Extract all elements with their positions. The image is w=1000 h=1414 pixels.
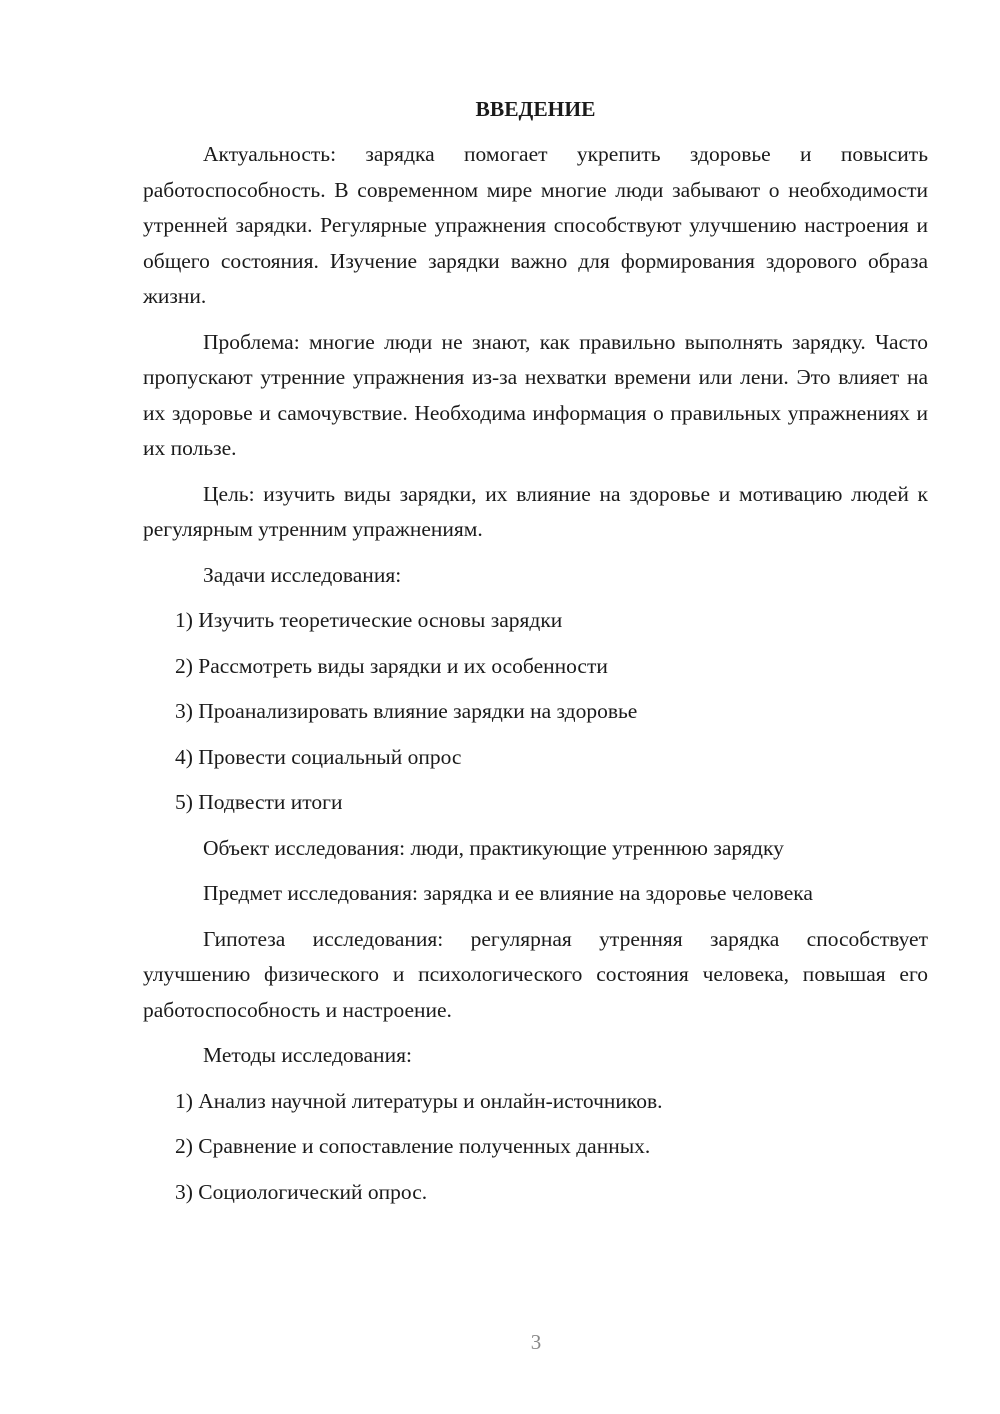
method-item: 2) Сравнение и сопоставление полученных данных. [175, 1134, 651, 1158]
task-item: 1) Изучить теоретические основы зарядки [175, 608, 563, 632]
methods-list [143, 1084, 928, 1211]
goal-paragraph: Цель: изучить виды зарядки, их влияние на здоровье и мотивацию людей к регулярным утренним упражнениям. [143, 481, 928, 541]
page-title: ВВЕДЕНИЕ [475, 97, 596, 121]
page-number: 3 [530, 1330, 542, 1354]
task-item: 2) Рассмотреть виды зарядки и их особенности [175, 653, 608, 678]
relevance-paragraph: Актуальность: зарядка помогает укрепить здоровье и повысить работоспособность. В современном мире многие люди забывают о необходимости утренней зарядки. Регулярные упражнения способствуют улучшению настроения и общего состояния. Изучение зарядки важно для формирования здорового образа жизни. [143, 142, 928, 308]
hypothesis-paragraph: Гипотеза исследования: регулярная утренняя зарядка способствует улучшению физического и психологического состояния человека, повышая его работоспособность и настроение. [143, 926, 928, 1022]
task-item: 3) Проанализировать влияние зарядки на здоровье [175, 699, 638, 723]
subject-line: Предмет исследования: зарядка и ее влияние на здоровье человека [203, 881, 813, 905]
tasks-heading: Задачи исследования: [203, 562, 402, 587]
methods-heading: Методы исследования: [203, 1043, 412, 1067]
page-content [143, 88, 928, 1220]
task-item: 5) Подвести итоги [175, 790, 343, 814]
task-item: 4) Провести социальный опрос [175, 744, 462, 769]
method-item: 3) Социологический опрос. [175, 1179, 428, 1204]
problem-paragraph: Проблема: многие люди не знают, как правильно выполнять зарядку. Часто пропускают утренние упражнения из-за нехватки времени или лени. Это влияет на их здоровье и самочувствие. Необходима информация о правильных упражнениях и их пользе. [143, 329, 928, 460]
object-line: Объект исследования: люди, практикующие утреннюю зарядку [203, 835, 784, 860]
method-item: 1) Анализ научной литературы и онлайн-источников. [175, 1088, 663, 1113]
tasks-list [143, 603, 928, 821]
